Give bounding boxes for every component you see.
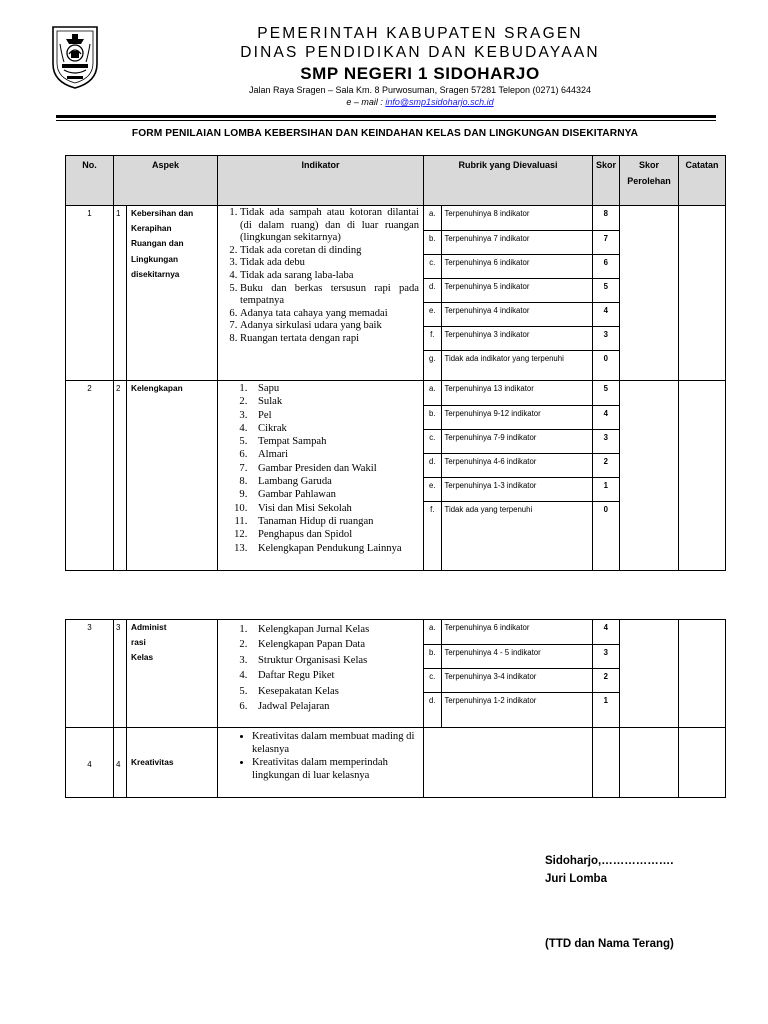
rubrik-text: Terpenuhinya 1-2 indikator: [441, 692, 592, 727]
row-indikator: [218, 728, 424, 798]
aspek-line: rasi: [131, 637, 146, 648]
email-label: e – mail :: [346, 97, 386, 107]
rubrik-text: Terpenuhinya 4 - 5 indikator: [441, 644, 592, 668]
aspek-line: disekitarnya: [131, 268, 180, 279]
rubrik-letter: b.: [424, 230, 441, 254]
rubrik-text: Terpenuhinya 3-4 indikator: [441, 668, 592, 692]
rubrik-text: Terpenuhinya 5 indikator: [441, 278, 592, 302]
rubrik-score: 1: [592, 692, 619, 727]
header-catatan: Catatan: [679, 156, 726, 206]
rubrik-score: 0: [592, 501, 619, 570]
letterhead-address: Jalan Raya Sragen – Sala Km. 8 Purwosuman, Sragen 57281 Telepon (0271) 644324: [248, 85, 592, 95]
list-item: 11. Tanaman Hidup di ruangan: [250, 515, 419, 528]
rubrik-item: [424, 692, 619, 727]
list-item: 5. Tempat Sampah: [250, 435, 419, 448]
list-item: 2. Sulak: [250, 395, 419, 408]
rubrik-item: [424, 206, 619, 230]
list-item: 5. Kesepakatan Kelas: [250, 684, 419, 699]
rubrik-text: Terpenuhinya 9-12 indikator: [441, 405, 592, 429]
rubrik-letter: c.: [424, 429, 441, 453]
indikator-list: [218, 620, 423, 714]
row-aspek: [127, 620, 218, 728]
list-item: 4. Daftar Regu Piket: [250, 668, 419, 683]
rubrik-letter: e.: [424, 302, 441, 326]
letterhead-email-line: [190, 97, 650, 107]
list-item: 4. Cikrak: [250, 422, 419, 435]
list-item: 3. Tidak ada debu: [240, 257, 419, 270]
row-aspek: [127, 206, 218, 381]
rubrik-letter: f.: [424, 326, 441, 350]
skor-perolehan-cell[interactable]: [620, 206, 679, 381]
rubrik-score: 3: [592, 429, 619, 453]
rubrik-table: [424, 620, 619, 727]
aspek-line: Lingkungan: [131, 253, 179, 264]
header-rubrik: Rubrik yang Dievaluasi: [424, 156, 593, 206]
aspek-line: Ruangan dan: [131, 238, 184, 249]
rubrik-text: Tidak ada yang terpenuhi: [441, 501, 592, 570]
rubrik-letter: a.: [424, 620, 441, 644]
rubrik-letter: c.: [424, 254, 441, 278]
row-number: 4: [66, 728, 114, 798]
catatan-cell[interactable]: [679, 620, 726, 728]
row-rubrik: [424, 206, 620, 381]
list-item: 5. Buku dan berkas tersusun rapi pada tempatnya: [240, 283, 419, 308]
rubrik-score: 8: [592, 206, 619, 230]
rubrik-item: [424, 620, 619, 644]
rubrik-score: 4: [592, 620, 619, 644]
table-row: [66, 381, 726, 571]
rubrik-text: Terpenuhinya 6 indikator: [441, 620, 592, 644]
rubrik-letter: e.: [424, 477, 441, 501]
row-indikator: [218, 206, 424, 381]
row-sub-number: 1: [114, 206, 127, 381]
list-item: 2. Kelengkapan Papan Data: [250, 637, 419, 652]
rubrik-item: [424, 453, 619, 477]
rubrik-empty-cell: [424, 728, 593, 798]
row-rubrik: [424, 620, 620, 728]
list-item: 6. Jadwal Pelajaran: [250, 699, 419, 714]
rubrik-item: [424, 350, 619, 380]
table-row: [66, 206, 726, 381]
letterhead-government: PEMERINTAH KABUPATEN SRAGEN: [257, 25, 583, 42]
rubrik-item: [424, 302, 619, 326]
rubrik-score: 7: [592, 230, 619, 254]
rubrik-score: 2: [592, 453, 619, 477]
row-aspek: [127, 728, 218, 798]
rubrik-item: [424, 668, 619, 692]
rubrik-score: 0: [592, 350, 619, 380]
row-number: 2: [66, 381, 114, 571]
row-indikator: [218, 620, 424, 728]
rubrik-letter: d.: [424, 453, 441, 477]
rubrik-letter: a.: [424, 206, 441, 230]
letterhead-agency: DINAS PENDIDIKAN DAN KEBUDAYAAN: [240, 44, 600, 61]
rubrik-item: [424, 405, 619, 429]
list-item: 1. Kelengkapan Jurnal Kelas: [250, 622, 419, 637]
rubrik-score: 1: [592, 477, 619, 501]
assessment-table-part2: [65, 619, 726, 798]
letterhead-rule-thin: [56, 120, 716, 121]
indikator-list: [218, 381, 423, 555]
aspek-line: Kebersihan dan: [131, 208, 194, 218]
rubrik-letter: c.: [424, 668, 441, 692]
skor-perolehan-cell[interactable]: [620, 728, 679, 798]
skor-perolehan-cell[interactable]: [620, 620, 679, 728]
header-skor-perolehan: [620, 156, 679, 206]
rubrik-text: Terpenuhinya 4 indikator: [441, 302, 592, 326]
indikator-list: [218, 206, 423, 346]
row-indikator: [218, 381, 424, 571]
rubrik-letter: b.: [424, 644, 441, 668]
aspek-line: Kreativitas: [131, 756, 174, 767]
rubrik-text: Terpenuhinya 7-9 indikator: [441, 429, 592, 453]
aspek-line: Kelengkapan: [131, 383, 183, 393]
table-row: [66, 620, 726, 728]
signature-role: Juri Lomba: [545, 873, 607, 885]
row-sub-number: 4: [114, 728, 127, 798]
row-aspek: [127, 381, 218, 571]
list-item: 3. Struktur Organisasi Kelas: [250, 653, 419, 668]
row-number: 3: [66, 620, 114, 728]
rubrik-item: [424, 477, 619, 501]
rubrik-score: 2: [592, 668, 619, 692]
list-item: 6. Adanya tata cahaya yang memadai: [240, 308, 419, 321]
rubrik-text: Terpenuhinya 7 indikator: [441, 230, 592, 254]
list-item: 10. Visi dan Misi Sekolah: [250, 502, 419, 515]
list-item: 6. Almari: [250, 448, 419, 461]
list-item: 4. Tidak ada sarang laba-laba: [240, 270, 419, 283]
rubrik-item: [424, 429, 619, 453]
rubrik-score: 3: [592, 326, 619, 350]
list-item: • Kreativitas dalam membuat mading di kelasnya: [252, 730, 419, 756]
rubrik-text: Terpenuhinya 1-3 indikator: [441, 477, 592, 501]
list-item: 12. Penghapus dan Spidol: [250, 528, 419, 541]
list-item: 7. Adanya sirkulasi udara yang baik: [240, 320, 419, 333]
letterhead-rule-thick: [56, 115, 716, 118]
rubrik-letter: d.: [424, 692, 441, 727]
rubrik-item: [424, 381, 619, 405]
header-no: No.: [66, 156, 114, 206]
list-item: 9. Gambar Pahlawan: [250, 488, 419, 501]
rubrik-letter: a.: [424, 381, 441, 405]
list-item: 3. Pel: [250, 409, 419, 422]
signature-note: (TTD dan Nama Terang): [545, 938, 674, 950]
header-skor-perolehan-line2: Perolehan: [627, 176, 671, 186]
rubrik-score: 3: [592, 644, 619, 668]
rubrik-text: Tidak ada indikator yang terpenuhi: [441, 350, 592, 380]
list-item: 2. Tidak ada coretan di dinding: [240, 245, 419, 258]
aspek-line: Administ: [131, 622, 167, 632]
rubrik-letter: f.: [424, 501, 441, 570]
list-item: 7. Gambar Presiden dan Wakil: [250, 462, 419, 475]
sragen-regency-emblem-icon: [50, 24, 100, 90]
list-item: 1. Sapu: [250, 382, 419, 395]
form-title: FORM PENILAIAN LOMBA KEBERSIHAN DAN KEINDAHAN KELAS DAN LINGKUNGAN DISEKITARNYA: [131, 128, 639, 139]
rubrik-item: [424, 501, 619, 570]
rubrik-letter: b.: [424, 405, 441, 429]
table-row: [66, 728, 726, 798]
list-item: 8. Ruangan tertata dengan rapi: [240, 333, 419, 346]
header-indikator: Indikator: [218, 156, 424, 206]
header-skor-perolehan-line1: Skor: [638, 160, 659, 170]
skor-empty-cell: [593, 728, 620, 798]
rubrik-item: [424, 278, 619, 302]
header-aspek: Aspek: [114, 156, 218, 206]
rubrik-text: Terpenuhinya 6 indikator: [441, 254, 592, 278]
list-item: 1. Tidak ada sampah atau kotoran dilantai (di dalam ruang) dan di luar ruangan (lingkungan sekitarnya): [240, 207, 419, 245]
aspek-line: Kerapihan: [131, 223, 172, 234]
catatan-cell[interactable]: [679, 381, 726, 571]
rubrik-score: 4: [592, 405, 619, 429]
rubrik-table: [424, 206, 619, 380]
rubrik-text: Terpenuhinya 8 indikator: [441, 206, 592, 230]
rubrik-text: Terpenuhinya 13 indikator: [441, 381, 592, 405]
rubrik-score: 5: [592, 381, 619, 405]
row-sub-number: 3: [114, 620, 127, 728]
rubrik-score: 4: [592, 302, 619, 326]
rubrik-score: 5: [592, 278, 619, 302]
list-item: 13. Kelengkapan Pendukung Lainnya: [250, 542, 419, 555]
signature-place-date: Sidoharjo,……………….: [545, 855, 674, 867]
row-number: 1: [66, 206, 114, 381]
catatan-cell[interactable]: [679, 728, 726, 798]
letterhead-school-name: SMP NEGERI 1 SIDOHARJO: [300, 64, 540, 83]
skor-perolehan-cell[interactable]: [620, 381, 679, 571]
list-item: 8. Lambang Garuda: [250, 475, 419, 488]
rubrik-letter: g.: [424, 350, 441, 380]
aspek-line: Kelas: [131, 652, 154, 663]
rubrik-text: Terpenuhinya 4-6 indikator: [441, 453, 592, 477]
rubrik-text: Terpenuhinya 3 indikator: [441, 326, 592, 350]
rubrik-table: [424, 381, 619, 570]
header-skor: Skor: [593, 156, 620, 206]
list-item: • Kreativitas dalam memperindah lingkungan di luar kelasnya: [252, 756, 419, 782]
table-header-row: [66, 156, 726, 206]
rubrik-item: [424, 644, 619, 668]
row-sub-number: 2: [114, 381, 127, 571]
rubrik-letter: d.: [424, 278, 441, 302]
row-rubrik: [424, 381, 620, 571]
rubrik-item: [424, 254, 619, 278]
rubrik-item: [424, 326, 619, 350]
email-link[interactable]: info@smp1sidoharjo.sch.id: [385, 97, 494, 107]
assessment-table-part1: [65, 155, 726, 571]
indikator-list: [218, 728, 423, 782]
rubrik-score: 6: [592, 254, 619, 278]
catatan-cell[interactable]: [679, 206, 726, 381]
rubrik-item: [424, 230, 619, 254]
